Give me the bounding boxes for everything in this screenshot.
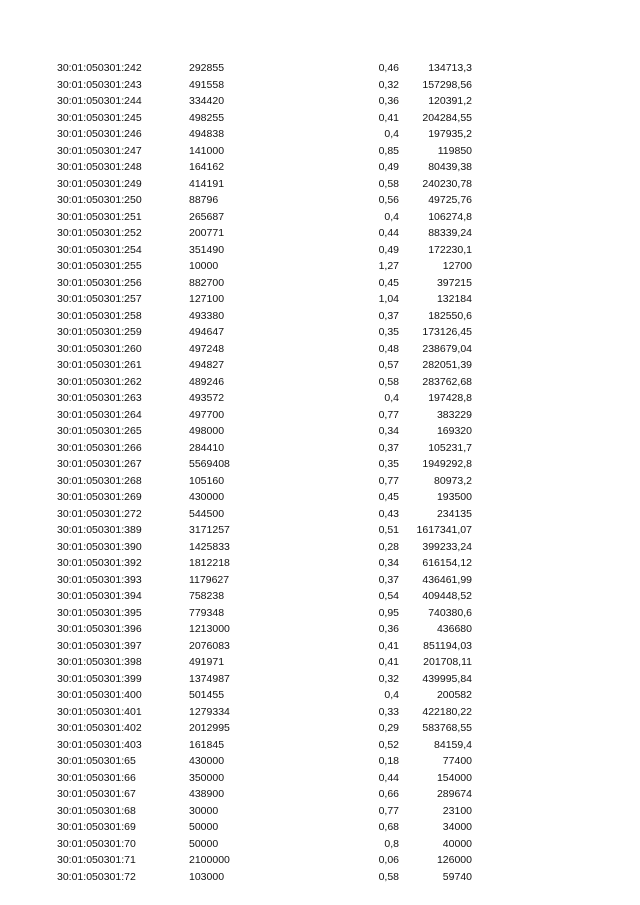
area-cell: 1213000 — [189, 623, 230, 635]
table-row — [0, 374, 640, 391]
table-row — [0, 555, 640, 572]
value-cell: 154000 — [436, 771, 472, 784]
value-cell: 134713,3 — [428, 62, 472, 74]
table-row — [0, 522, 640, 539]
table-row — [0, 324, 640, 341]
value-cell: 422180,22 — [422, 705, 472, 718]
value-cell: 197428,8 — [428, 392, 472, 404]
area-cell: 497700 — [189, 408, 225, 421]
rate-cell: 0,4 — [384, 392, 399, 404]
area-cell: 88796 — [189, 194, 219, 206]
cadastral-number-cell: 30:01:050301:393 — [57, 573, 142, 586]
rate-cell: 0,48 — [378, 342, 399, 355]
rate-cell: 0,4 — [384, 210, 399, 223]
value-cell: 34000 — [442, 821, 472, 833]
area-cell: 200771 — [189, 227, 225, 239]
cadastral-number-cell: 30:01:050301:263 — [57, 392, 142, 404]
value-cell: 238679,04 — [422, 342, 472, 355]
rate-cell: 0,34 — [378, 425, 399, 437]
cadastral-number-cell: 30:01:050301:247 — [57, 144, 142, 157]
rate-cell: 0,37 — [378, 573, 399, 586]
value-cell: 120391,2 — [428, 95, 472, 107]
area-cell: 494647 — [189, 326, 225, 338]
value-cell: 616154,12 — [422, 557, 472, 569]
cadastral-number-cell: 30:01:050301:248 — [57, 161, 142, 173]
value-cell: 1949292,8 — [422, 458, 472, 470]
table-row — [0, 852, 640, 869]
table-row — [0, 819, 640, 836]
area-cell: 498255 — [189, 111, 225, 124]
cadastral-number-cell: 30:01:050301:71 — [57, 854, 136, 866]
cadastral-number-cell: 30:01:050301:245 — [57, 111, 142, 124]
rate-cell: 0,44 — [378, 227, 399, 239]
rate-cell: 0,36 — [378, 95, 399, 107]
rate-cell: 0,41 — [378, 639, 399, 652]
cadastral-number-cell: 30:01:050301:246 — [57, 128, 142, 140]
value-cell: 173126,45 — [422, 326, 472, 338]
value-cell: 59740 — [442, 870, 472, 883]
rate-cell: 0,18 — [378, 755, 399, 767]
table-row — [0, 60, 640, 77]
area-cell: 105160 — [189, 474, 225, 487]
cadastral-number-cell: 30:01:050301:260 — [57, 342, 142, 355]
value-cell: 23100 — [442, 804, 472, 817]
cadastral-number-cell: 30:01:050301:399 — [57, 672, 142, 685]
value-cell: 106274,8 — [428, 210, 472, 223]
cadastral-number-cell: 30:01:050301:267 — [57, 458, 142, 470]
table-row — [0, 836, 640, 853]
value-cell: 409448,52 — [422, 590, 472, 602]
area-cell: 1279334 — [189, 705, 230, 718]
rate-cell: 1,04 — [378, 293, 399, 305]
cadastral-number-cell: 30:01:050301:395 — [57, 606, 142, 619]
area-cell: 491971 — [189, 656, 225, 668]
area-cell: 491558 — [189, 78, 225, 91]
cadastral-number-cell: 30:01:050301:401 — [57, 705, 142, 718]
cadastral-number-cell: 30:01:050301:261 — [57, 359, 142, 371]
table-row — [0, 770, 640, 787]
cadastral-number-cell: 30:01:050301:258 — [57, 309, 142, 322]
value-cell: 436461,99 — [422, 573, 472, 586]
rate-cell: 0,43 — [378, 507, 399, 520]
rate-cell: 0,49 — [378, 243, 399, 256]
rate-cell: 0,06 — [378, 854, 399, 866]
area-cell: 1812218 — [189, 557, 230, 569]
area-cell: 141000 — [189, 144, 225, 157]
area-cell: 414191 — [189, 177, 225, 190]
rate-cell: 0,85 — [378, 144, 399, 157]
rate-cell: 0,46 — [378, 62, 399, 74]
area-cell: 10000 — [189, 260, 219, 272]
data-table — [0, 60, 640, 885]
cadastral-number-cell: 30:01:050301:389 — [57, 524, 142, 536]
cadastral-number-cell: 30:01:050301:249 — [57, 177, 142, 190]
table-row — [0, 77, 640, 94]
table-row — [0, 621, 640, 638]
area-cell: 265687 — [189, 210, 225, 223]
table-row — [0, 143, 640, 160]
value-cell: 240230,78 — [422, 177, 472, 190]
area-cell: 103000 — [189, 870, 225, 883]
value-cell: 234135 — [436, 507, 472, 520]
area-cell: 161845 — [189, 738, 225, 751]
value-cell: 157298,56 — [422, 78, 472, 91]
cadastral-number-cell: 30:01:050301:70 — [57, 837, 136, 850]
table-row — [0, 126, 640, 143]
value-cell: 88339,24 — [428, 227, 472, 239]
rate-cell: 0,34 — [378, 557, 399, 569]
area-cell: 430000 — [189, 755, 225, 767]
area-cell: 3171257 — [189, 524, 230, 536]
area-cell: 489246 — [189, 375, 225, 388]
value-cell: 40000 — [442, 837, 472, 850]
cadastral-number-cell: 30:01:050301:269 — [57, 491, 142, 503]
area-cell: 50000 — [189, 837, 219, 850]
table-row — [0, 753, 640, 770]
cadastral-number-cell: 30:01:050301:264 — [57, 408, 142, 421]
table-row — [0, 786, 640, 803]
cadastral-number-cell: 30:01:050301:254 — [57, 243, 142, 256]
rate-cell: 0,35 — [378, 326, 399, 338]
area-cell: 779348 — [189, 606, 225, 619]
rate-cell: 0,33 — [378, 705, 399, 718]
table-row — [0, 687, 640, 704]
value-cell: 105231,7 — [428, 441, 472, 454]
cadastral-number-cell: 30:01:050301:259 — [57, 326, 142, 338]
area-cell: 494827 — [189, 359, 225, 371]
value-cell: 740380,6 — [428, 606, 472, 619]
cadastral-number-cell: 30:01:050301:68 — [57, 804, 136, 817]
rate-cell: 0,35 — [378, 458, 399, 470]
table-row — [0, 440, 640, 457]
rate-cell: 0,8 — [384, 837, 399, 850]
table-row — [0, 209, 640, 226]
area-cell: 334420 — [189, 95, 225, 107]
area-cell: 164162 — [189, 161, 225, 173]
value-cell: 851194,03 — [423, 639, 472, 652]
area-cell: 292855 — [189, 62, 225, 74]
cadastral-number-cell: 30:01:050301:69 — [57, 821, 136, 833]
rate-cell: 0,32 — [378, 672, 399, 685]
cadastral-number-cell: 30:01:050301:257 — [57, 293, 142, 305]
value-cell: 119850 — [437, 144, 472, 157]
table-row — [0, 308, 640, 325]
table-row — [0, 605, 640, 622]
rate-cell: 0,58 — [378, 870, 399, 883]
table-row — [0, 506, 640, 523]
cadastral-number-cell: 30:01:050301:397 — [57, 639, 142, 652]
value-cell: 84159,4 — [434, 738, 472, 751]
cadastral-number-cell: 30:01:050301:66 — [57, 771, 136, 784]
rate-cell: 0,51 — [378, 524, 399, 536]
area-cell: 438900 — [189, 788, 225, 800]
rate-cell: 1,27 — [378, 260, 399, 272]
value-cell: 182550,6 — [428, 309, 472, 322]
value-cell: 126000 — [436, 854, 472, 866]
rate-cell: 0,77 — [378, 408, 399, 421]
value-cell: 282051,39 — [422, 359, 472, 371]
area-cell: 1374987 — [189, 672, 230, 685]
value-cell: 204284,55 — [422, 111, 472, 124]
area-cell: 5569408 — [189, 458, 230, 470]
table-row — [0, 720, 640, 737]
table-row — [0, 275, 640, 292]
area-cell: 350000 — [189, 771, 225, 784]
area-cell: 501455 — [189, 689, 225, 701]
cadastral-number-cell: 30:01:050301:255 — [57, 260, 142, 272]
table-row — [0, 390, 640, 407]
value-cell: 77400 — [442, 755, 472, 767]
area-cell: 30000 — [189, 804, 219, 817]
table-row — [0, 489, 640, 506]
rate-cell: 0,36 — [378, 623, 399, 635]
table-row — [0, 357, 640, 374]
rate-cell: 0,77 — [378, 804, 399, 817]
value-cell: 172230,1 — [428, 243, 472, 256]
table-row — [0, 159, 640, 176]
value-cell: 201708,11 — [423, 656, 472, 668]
area-cell: 2012995 — [189, 722, 230, 734]
value-cell: 12700 — [442, 260, 472, 272]
table-row — [0, 473, 640, 490]
cadastral-number-cell: 30:01:050301:272 — [57, 507, 142, 520]
table-row — [0, 456, 640, 473]
table-row — [0, 671, 640, 688]
value-cell: 1617341,07 — [416, 524, 472, 536]
rate-cell: 0,56 — [378, 194, 399, 206]
rate-cell: 0,66 — [378, 788, 399, 800]
rate-cell: 0,37 — [378, 441, 399, 454]
table-row — [0, 572, 640, 589]
rate-cell: 0,57 — [378, 359, 399, 371]
value-cell: 583768,55 — [422, 722, 472, 734]
rate-cell: 0,52 — [378, 738, 399, 751]
table-row — [0, 225, 640, 242]
value-cell: 193500 — [436, 491, 472, 503]
area-cell: 1179627 — [189, 573, 230, 586]
table-row — [0, 407, 640, 424]
table-row — [0, 341, 640, 358]
table-row — [0, 110, 640, 127]
rate-cell: 0,41 — [378, 111, 399, 124]
rate-cell: 0,54 — [378, 590, 399, 602]
value-cell: 397215 — [436, 276, 472, 289]
cadastral-number-cell: 30:01:050301:243 — [57, 78, 142, 91]
cadastral-number-cell: 30:01:050301:403 — [57, 738, 142, 751]
area-cell: 493380 — [189, 309, 225, 322]
cadastral-number-cell: 30:01:050301:268 — [57, 474, 142, 487]
rate-cell: 0,45 — [378, 276, 399, 289]
value-cell: 399233,24 — [422, 540, 472, 553]
rate-cell: 0,32 — [378, 78, 399, 91]
table-row — [0, 423, 640, 440]
area-cell: 351490 — [189, 243, 225, 256]
rate-cell: 0,41 — [378, 656, 399, 668]
rate-cell: 0,58 — [378, 177, 399, 190]
area-cell: 758238 — [189, 590, 225, 602]
rate-cell: 0,77 — [378, 474, 399, 487]
value-cell: 436680 — [436, 623, 472, 635]
value-cell: 132184 — [436, 293, 472, 305]
table-row — [0, 93, 640, 110]
value-cell: 49725,76 — [428, 194, 472, 206]
rate-cell: 0,37 — [378, 309, 399, 322]
rate-cell: 0,68 — [378, 821, 399, 833]
area-cell: 544500 — [189, 507, 225, 520]
cadastral-number-cell: 30:01:050301:251 — [57, 210, 142, 223]
table-row — [0, 654, 640, 671]
rate-cell: 0,28 — [378, 540, 399, 553]
rate-cell: 0,44 — [378, 771, 399, 784]
area-cell: 882700 — [189, 276, 225, 289]
table-row — [0, 638, 640, 655]
value-cell: 80973,2 — [434, 474, 472, 487]
area-cell: 50000 — [189, 821, 219, 833]
cadastral-number-cell: 30:01:050301:398 — [57, 656, 142, 668]
area-cell: 284410 — [189, 441, 225, 454]
value-cell: 169320 — [436, 425, 472, 437]
cadastral-number-cell: 30:01:050301:396 — [57, 623, 142, 635]
table-row — [0, 737, 640, 754]
table-row — [0, 803, 640, 820]
value-cell: 197935,2 — [428, 128, 472, 140]
value-cell: 283762,68 — [422, 375, 472, 388]
value-cell: 200582 — [436, 689, 472, 701]
cadastral-number-cell: 30:01:050301:250 — [57, 194, 142, 206]
table-row — [0, 704, 640, 721]
area-cell: 2076083 — [189, 639, 230, 652]
table-row — [0, 176, 640, 193]
rate-cell: 0,45 — [378, 491, 399, 503]
value-cell: 289674 — [436, 788, 472, 800]
cadastral-number-cell: 30:01:050301:402 — [57, 722, 142, 734]
table-row — [0, 242, 640, 259]
rate-cell: 0,4 — [384, 128, 399, 140]
cadastral-number-cell: 30:01:050301:262 — [57, 375, 142, 388]
area-cell: 497248 — [189, 342, 225, 355]
area-cell: 498000 — [189, 425, 225, 437]
area-cell: 1425833 — [189, 540, 230, 553]
rate-cell: 0,29 — [378, 722, 399, 734]
cadastral-number-cell: 30:01:050301:72 — [57, 870, 136, 883]
table-row — [0, 539, 640, 556]
rate-cell: 0,4 — [384, 689, 399, 701]
rate-cell: 0,49 — [378, 161, 399, 173]
cadastral-number-cell: 30:01:050301:67 — [57, 788, 136, 800]
cadastral-number-cell: 30:01:050301:394 — [57, 590, 142, 602]
area-cell: 127100 — [189, 293, 225, 305]
cadastral-number-cell: 30:01:050301:244 — [57, 95, 142, 107]
cadastral-number-cell: 30:01:050301:252 — [57, 227, 142, 239]
area-cell: 494838 — [189, 128, 225, 140]
cadastral-number-cell: 30:01:050301:390 — [57, 540, 142, 553]
cadastral-number-cell: 30:01:050301:256 — [57, 276, 142, 289]
cadastral-number-cell: 30:01:050301:242 — [57, 62, 142, 74]
table-row — [0, 588, 640, 605]
cadastral-number-cell: 30:01:050301:266 — [57, 441, 142, 454]
value-cell: 80439,38 — [428, 161, 472, 173]
rate-cell: 0,95 — [378, 606, 399, 619]
area-cell: 430000 — [189, 491, 225, 503]
table-row — [0, 291, 640, 308]
table-row — [0, 869, 640, 886]
value-cell: 383229 — [436, 408, 472, 421]
area-cell: 493572 — [189, 392, 225, 404]
cadastral-number-cell: 30:01:050301:400 — [57, 689, 142, 701]
table-row — [0, 258, 640, 275]
cadastral-number-cell: 30:01:050301:265 — [57, 425, 142, 437]
table-row — [0, 192, 640, 209]
area-cell: 2100000 — [189, 854, 230, 866]
cadastral-number-cell: 30:01:050301:65 — [57, 755, 136, 767]
rate-cell: 0,58 — [378, 375, 399, 388]
value-cell: 439995,84 — [422, 672, 472, 685]
cadastral-number-cell: 30:01:050301:392 — [57, 557, 142, 569]
